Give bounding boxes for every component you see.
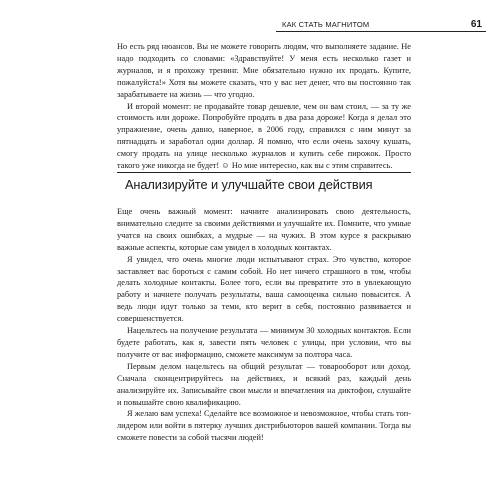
paragraph: Первым делом нацельтесь на общий результат — товарооборот или доход. Сначала сконцентрируйтесь на действиях, и всякий раз, каждый день анализируйте их. Записывайте свои мысли и впечатления на диктофон, слушайте и повышайте свою квалификацию.: [117, 361, 411, 407]
paragraph: Я увидел, что очень многие люди испытывают страх. Это чувство, которое заставляет вас бороться с самим собой. Но нет ничего страшного в том, чтобы делать холодные контакты. Более того, если вы превратите это в увлекающую работу и начнете получать результаты, ваша самооценка сильно повысится. А ведь люди идут только за теми, кто верит в себя, постоянно развивается и совершенствуется.: [117, 254, 411, 324]
page-number: 61: [470, 18, 482, 30]
paragraph: И второй момент: не продавайте товар дешевле, чем он вам стоил, — за ту же стоимость или дороже. Попробуйте продать в два раза дороже! Когда я делал это упражнение, очень давно, наверное, в 2006 году, справился с ним минут за пятнадцать и заработал один доллар. Я помню, что если очень захочу кушать, смогу продать на улице несколько журналов и купить себе пирожок. Просто такого уже никогда не будет! ☺ Но мне интересно, как вы с этим справитесь.: [117, 101, 411, 171]
running-header: [276, 17, 486, 32]
paragraph: Но есть ряд нюансов. Вы не можете говорить людям, что выполняете задание. Не надо подходить со словами: «Здравствуйте! У меня есть несколько газет и журналов, и я прохожу тренинг. Мне обязательно нужно их продать. Купите, пожалуйста!» Хотя вы можете сказать, что у вас нет денег, что вы постоянно так зарабатываете на жизнь — что угодно.: [117, 42, 411, 99]
text-block-intro: [117, 41, 411, 172]
paragraph: Я желаю вам успеха! Сделайте все возможное и невозможное, чтобы стать топ-лидером или войти в пятерку лучших дистрибьюторов вашей компании. Тогда вы сможете повести за собой тысячи людей!: [117, 409, 411, 443]
running-header-title: КАК СТАТЬ МАГНИТОМ: [282, 19, 370, 29]
paragraph: Еще очень важный момент: начните анализировать свою деятельность, внимательно следите за своими действиями и улучшайте их. Помните, что умные учатся на своих ошибках, а мудрые — на чужих. В этом курсе я раскрываю важные аспекты, которые сам увидел в холодных контактах.: [117, 207, 411, 252]
section-heading: Анализируйте и улучшайте свои действия: [117, 172, 411, 196]
paragraph: Нацельтесь на получение результата — минимум 30 холодных контактов. Если будете работать, как я, завести пять человек с улицы, при условии, что вы получите от вас информацию, сможете максимум за полтора часа.: [117, 326, 411, 359]
text-block-main: [117, 206, 411, 444]
